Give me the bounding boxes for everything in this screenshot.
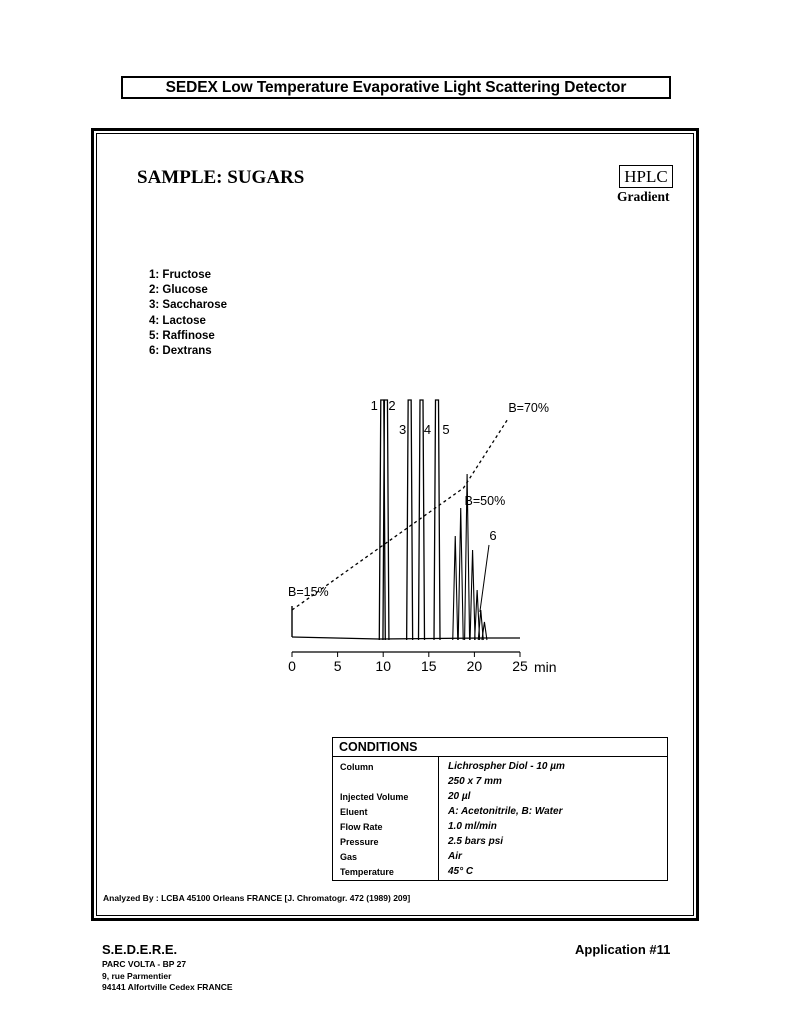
application-number: Application #11 bbox=[575, 942, 671, 957]
peak bbox=[434, 400, 440, 640]
conditions-row bbox=[333, 835, 667, 850]
condition-value: 20 µl bbox=[448, 791, 471, 802]
x-tick-label: 10 bbox=[375, 658, 391, 674]
peak-label: 6 bbox=[489, 528, 497, 543]
company-address bbox=[102, 959, 233, 994]
condition-value: 2.5 bars psi bbox=[448, 836, 504, 847]
gradient-line bbox=[292, 420, 507, 610]
condition-key: Temperature bbox=[340, 867, 394, 877]
condition-key: Injected Volume bbox=[340, 792, 409, 802]
dextran-peak bbox=[482, 622, 487, 640]
conditions-row bbox=[333, 865, 667, 880]
chromatogram bbox=[270, 390, 570, 680]
compound-legend bbox=[149, 268, 227, 359]
legend-item: 1: Fructose bbox=[149, 269, 211, 281]
conditions-row bbox=[333, 790, 667, 805]
conditions-table bbox=[332, 737, 668, 881]
mode-label: Gradient bbox=[617, 189, 670, 204]
peak bbox=[383, 400, 389, 640]
document-title: SEDEX Low Temperature Evaporative Light Scattering Detector bbox=[121, 76, 671, 99]
x-tick-label: 5 bbox=[333, 658, 342, 674]
condition-key: Column bbox=[340, 762, 374, 772]
method-badge: HPLC bbox=[619, 165, 673, 188]
condition-value: Lichrospher Diol - 10 µm bbox=[448, 761, 565, 772]
legend-item: 2: Glucose bbox=[149, 284, 208, 297]
x-tick-label: 25 bbox=[512, 658, 528, 674]
condition-value: 1.0 ml/min bbox=[448, 821, 497, 832]
condition-value: A: Acetonitrile, B: Water bbox=[448, 806, 563, 817]
x-tick-label: 0 bbox=[288, 658, 296, 674]
dextran-peak bbox=[470, 550, 475, 640]
legend-item: 3: Saccharose bbox=[149, 299, 227, 312]
conditions-body bbox=[333, 757, 667, 880]
peak bbox=[407, 400, 413, 640]
legend-item: 5: Raffinose bbox=[149, 329, 215, 342]
condition-value: Air bbox=[448, 851, 462, 862]
sample-title: SAMPLE: SUGARS bbox=[137, 167, 305, 188]
legend-item: 4: Lactose bbox=[149, 314, 206, 327]
peak-label: 3 bbox=[399, 422, 407, 437]
address-line: PARC VOLTA - BP 27 bbox=[102, 959, 187, 969]
dextran-peak bbox=[453, 536, 458, 640]
conditions-row bbox=[333, 760, 667, 775]
peak-label: 1 bbox=[370, 398, 378, 413]
peak-label: 4 bbox=[423, 422, 432, 437]
conditions-header: CONDITIONS bbox=[333, 738, 667, 757]
legend-item: 6: Dextrans bbox=[149, 345, 212, 358]
baseline bbox=[292, 637, 520, 639]
conditions-row bbox=[333, 805, 667, 820]
analyzed-by-note: Analyzed By : LCBA 45100 Orleans FRANCE [J. Chromatogr. 472 (1989) 209] bbox=[103, 893, 411, 903]
condition-value: 250 x 7 mm bbox=[448, 776, 502, 787]
dextran-peak bbox=[458, 508, 463, 640]
company-name: S.E.D.E.R.E. bbox=[102, 942, 178, 957]
gradient-label: B=50% bbox=[464, 494, 506, 508]
x-tick-label: 15 bbox=[421, 658, 437, 674]
conditions-row bbox=[333, 775, 667, 790]
condition-key: Flow Rate bbox=[340, 822, 383, 832]
x-tick-label: 20 bbox=[466, 658, 483, 674]
peak-label-leader bbox=[480, 545, 489, 612]
condition-key: Gas bbox=[340, 852, 358, 862]
address-line: 9, rue Parmentier bbox=[102, 970, 172, 981]
peak-label: 5 bbox=[442, 422, 450, 437]
condition-key: Eluent bbox=[340, 807, 368, 817]
conditions-row bbox=[333, 820, 667, 835]
conditions-row bbox=[333, 850, 667, 865]
gradient-label: B=70% bbox=[508, 401, 549, 415]
address-line: 94141 Alfortville Cedex FRANCE bbox=[102, 982, 233, 992]
gradient-label: B=15% bbox=[288, 585, 329, 599]
condition-value: 45° C bbox=[448, 866, 474, 877]
x-axis-unit-label: min bbox=[534, 659, 557, 675]
peak-label: 2 bbox=[388, 398, 396, 413]
condition-key: Pressure bbox=[340, 837, 379, 847]
